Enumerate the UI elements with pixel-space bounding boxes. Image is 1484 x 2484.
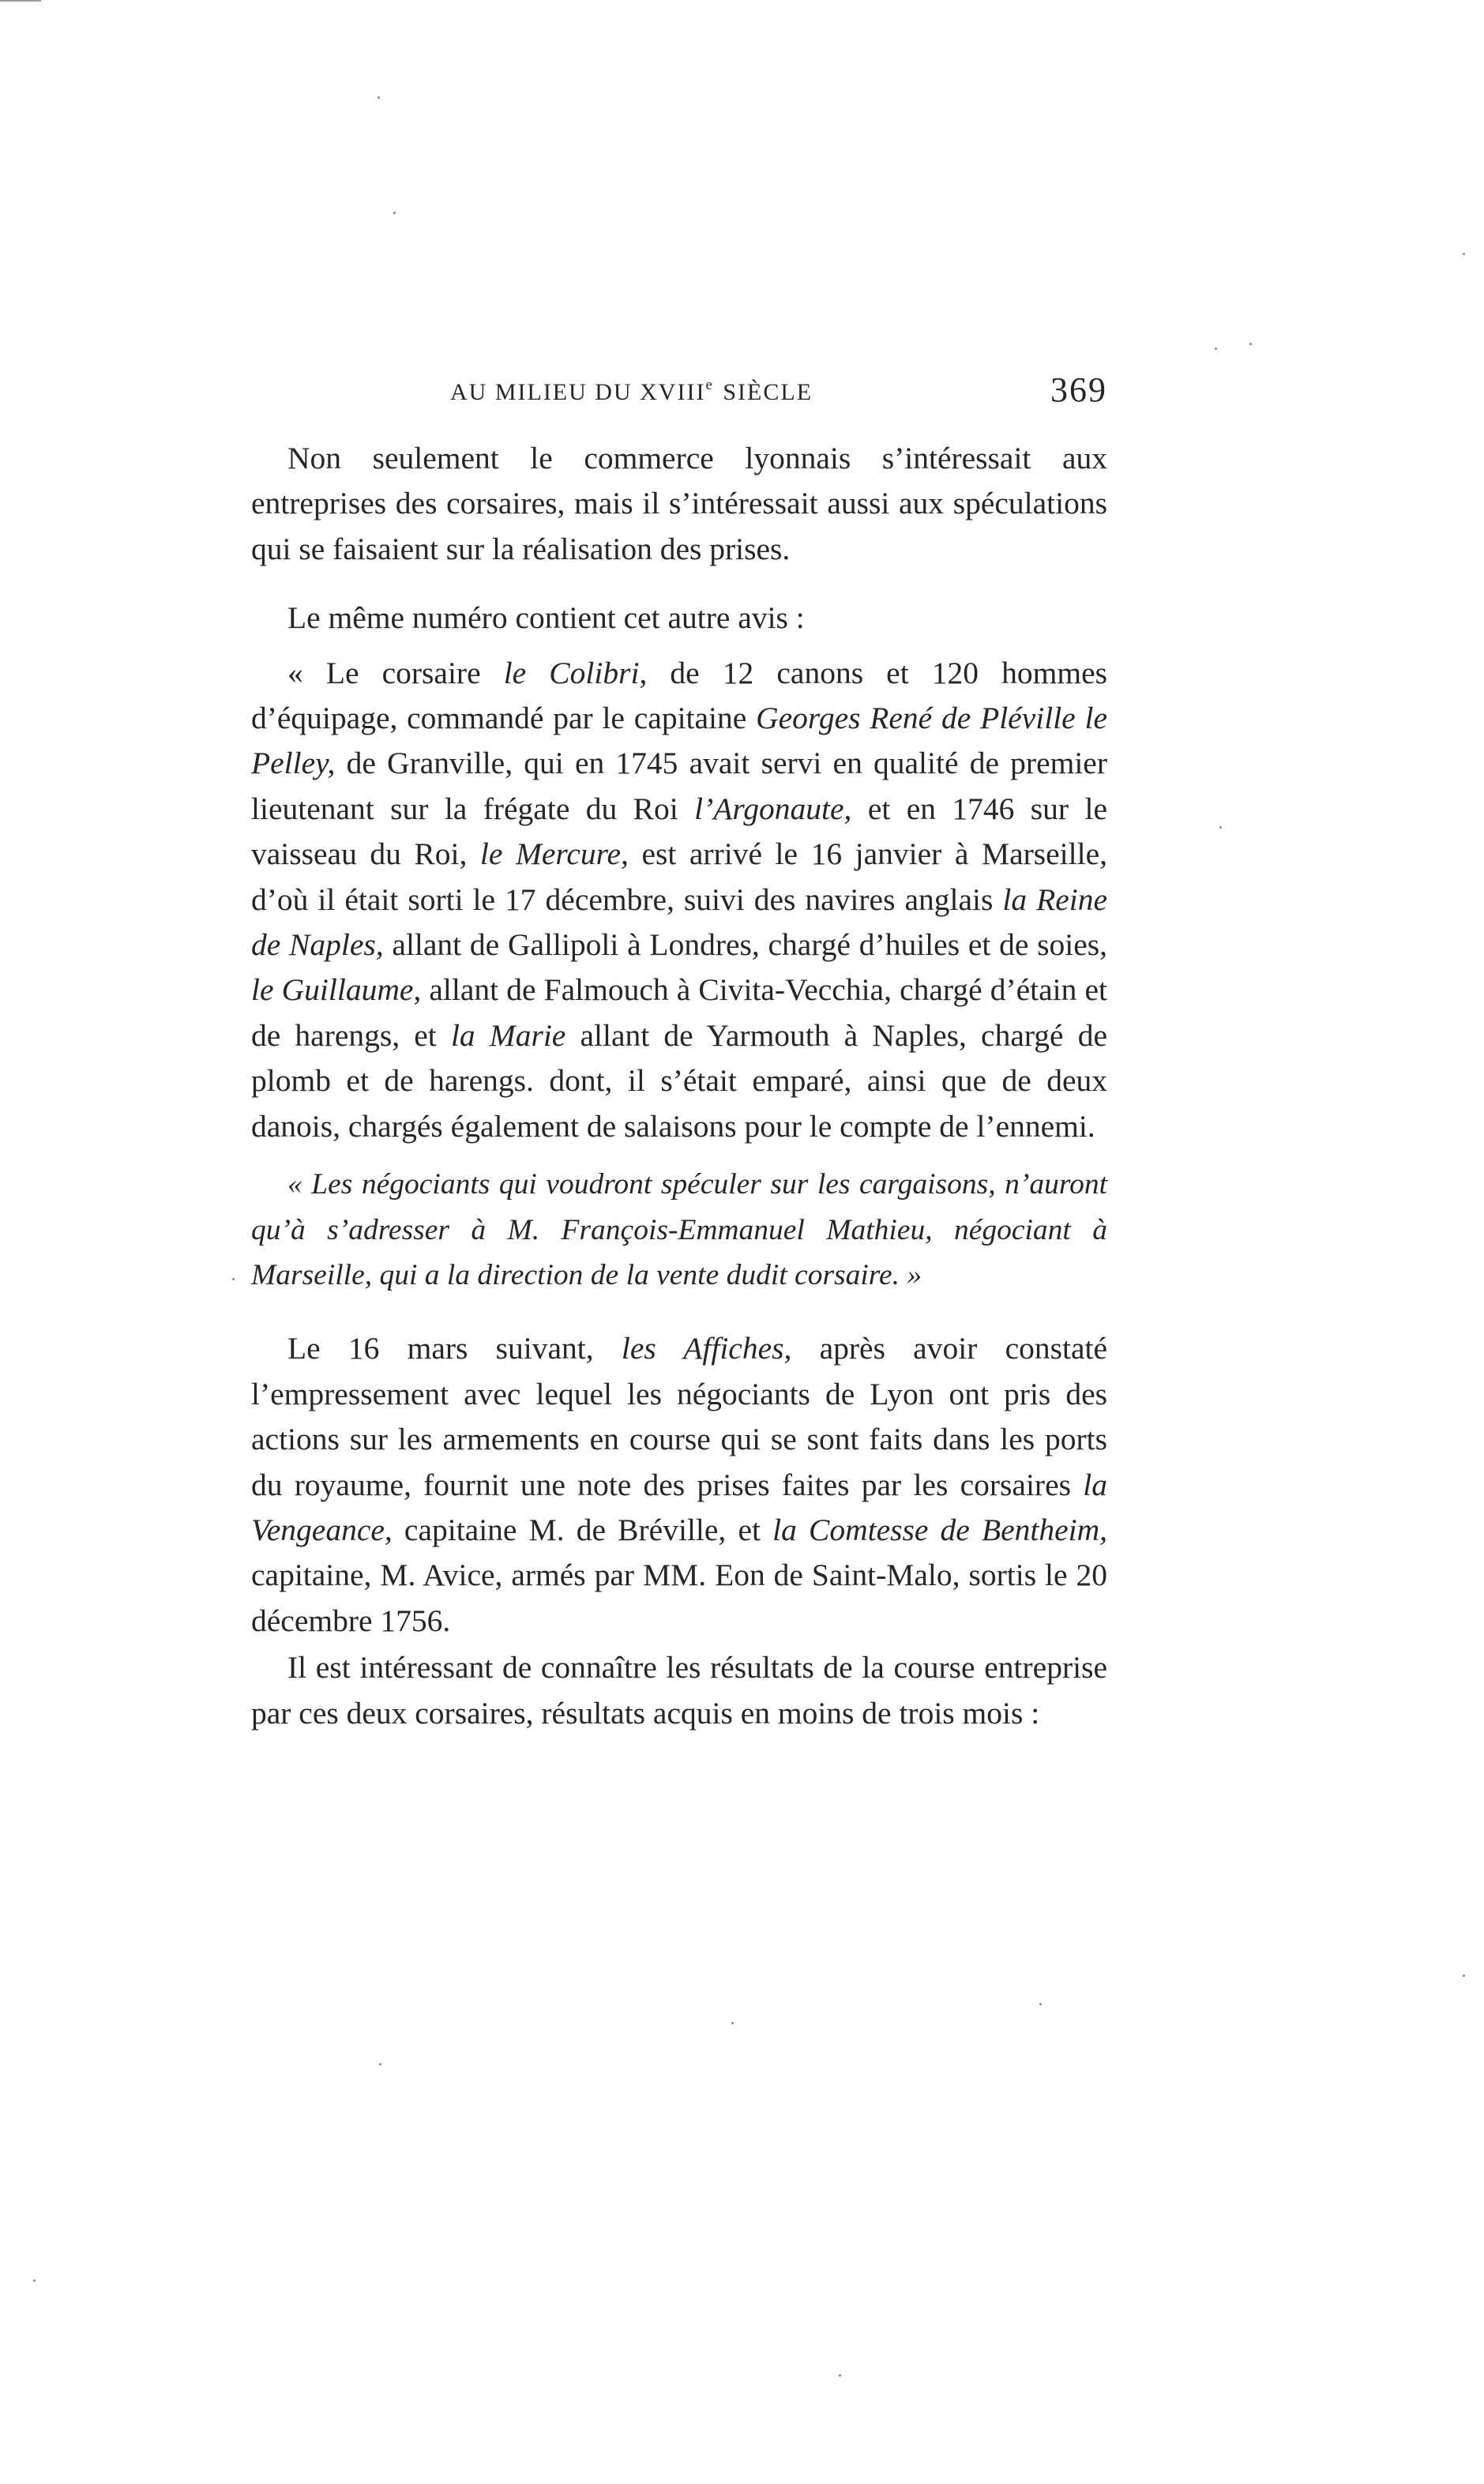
running-title-main: AU MILIEU DU XVIII xyxy=(450,379,706,405)
scan-speck xyxy=(393,212,396,214)
page-number: 369 xyxy=(1050,370,1107,409)
paragraph-avis-negociants: « Les négociants qui voudront spéculer sur les cargaisons, n’auront qu’à s’adresser à M. François-Emmanuel Mathieu, négociant à Marseille, qui a la direction de la vente dudit corsaire. » xyxy=(251,1168,1107,1291)
text-run: « Le corsaire xyxy=(287,655,504,690)
scan-speck xyxy=(33,2279,36,2282)
scan-speck xyxy=(1463,253,1465,255)
ship-name-reine-de-naples: la Reine de Naples, xyxy=(251,881,1107,963)
text-run: Le 16 mars suivant, xyxy=(287,1331,622,1366)
ship-name-guillaume: le Guillaume, xyxy=(251,972,422,1008)
paragraph-resultats-course: Il est intéressant de connaître les résultats de la course entreprise par ces deux corsaires, résultats acquis en moins de trois mois : xyxy=(251,1650,1107,1731)
paragraph-commerce-lyonnais: Non seulement le commerce lyonnais s’intéressait aux entreprises des corsaires, mais il s’intéressait aussi aux spéculations qui se faisaient sur la réalisation des prises. xyxy=(251,441,1107,566)
scan-speck xyxy=(1219,826,1222,829)
scan-speck xyxy=(839,2374,841,2377)
ship-name-argonaute: l’Argonaute, xyxy=(694,791,852,826)
ship-name-comtesse-de-bentheim: la Comtesse de Bentheim, xyxy=(772,1512,1108,1547)
paragraph-affiches-16-mars xyxy=(251,1326,1107,1644)
text-run: capitaine M. de Bréville, et xyxy=(392,1512,773,1547)
text-run: de 12 canons et 120 hommes d’équipage, commandé par le capitaine xyxy=(251,655,1107,736)
scan-speck xyxy=(379,2063,381,2065)
ship-name-colibri: le Colibri, xyxy=(503,655,648,690)
text-run: allant de Gallipoli à Londres, chargé d’huiles et de soies, xyxy=(383,927,1108,963)
text-run: et en 1746 sur le vaisseau du Roi, xyxy=(251,791,1107,872)
corner-rule xyxy=(0,0,41,2)
scan-speck xyxy=(1039,2003,1042,2005)
running-title-end: SIÈCLE xyxy=(723,379,813,405)
text-run: capitaine, M. Avice, armés par MM. Eon de Saint-Malo, sortis le 20 décembre 1756. xyxy=(251,1558,1107,1638)
scan-speck xyxy=(731,2022,734,2024)
scan-speck xyxy=(232,1278,235,1280)
scan-speck xyxy=(1249,343,1252,345)
scan-speck xyxy=(1215,348,1217,350)
text-run: est arrivé le 16 janvier à Marseille, d’où il était sorti le 17 décembre, suivi des navires anglais xyxy=(251,836,1107,917)
captain-name: Georges René de Pléville le Pelley, xyxy=(251,701,1107,781)
ship-name-mercure: le Mercure, xyxy=(479,836,629,872)
text-run: de Granville, qui en 1745 avait servi en qualité de premier lieutenant sur la frégate du Roi xyxy=(251,746,1107,826)
scan-speck xyxy=(1463,1975,1465,1977)
text-run: allant de Falmouch à Civita-Vecchia, chargé d’étain et de harengs, et xyxy=(251,972,1108,1053)
text-run: allant de Yarmouth à Naples, chargé de plomb et de harengs. dont, il s’était emparé, ainsi que de deux danois, chargés également de salaisons pour le compte de l’ennemi. xyxy=(251,1017,1107,1144)
text-run: après avoir constaté l’empressement avec lequel les négociants de Lyon ont pris des actions sur les armements en course qui se sont faits dans les ports du royaume, fournit une note des prises faites par les corsaires xyxy=(251,1331,1107,1502)
running-title-superscript: e xyxy=(705,377,712,393)
journal-name-affiches: les Affiches, xyxy=(621,1331,792,1366)
ship-name-vengeance: la Vengeance, xyxy=(251,1467,1107,1547)
paragraph-autre-avis: Le même numéro contient cet autre avis : xyxy=(287,600,805,636)
body-text xyxy=(251,436,1107,1736)
running-head xyxy=(253,370,1107,420)
ship-name-marie: la Marie xyxy=(450,1017,566,1053)
running-title xyxy=(450,379,813,406)
paragraph-corsaire-colibri xyxy=(251,651,1107,1149)
scan-speck xyxy=(378,96,380,99)
